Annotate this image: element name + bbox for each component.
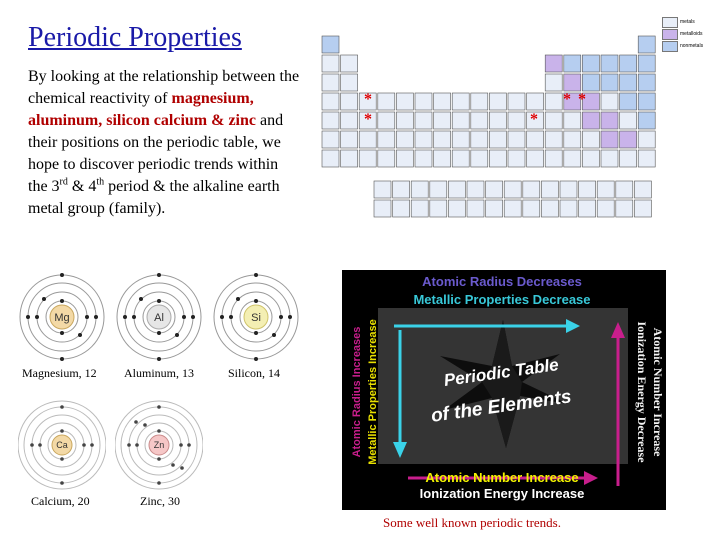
element-cell: [396, 93, 413, 110]
element-cell: [486, 200, 503, 217]
atom-symbol-zn: Zn: [153, 440, 165, 450]
element-cell: [601, 131, 618, 148]
element-cell: [489, 93, 506, 110]
trend-left-line2: Metallic Properties Increase: [367, 319, 379, 465]
highlight-star-ca: *: [364, 111, 372, 128]
element-cell: [527, 93, 544, 110]
element-cell: [411, 200, 428, 217]
para-mid: and their positions on the periodic table, we hope to discover periodic trends within the: [28, 112, 284, 195]
element-cell: [359, 150, 376, 167]
element-cell: [616, 181, 633, 198]
element-cell: [396, 131, 413, 148]
element-cell: [634, 200, 651, 217]
element-cell: [341, 93, 358, 110]
element-cell: [448, 181, 465, 198]
element-cell: [597, 200, 614, 217]
legend-item-metalloids: [662, 28, 718, 40]
para-amp: &: [71, 178, 85, 195]
element-cell: [378, 150, 395, 167]
element-cell: [564, 150, 581, 167]
element-cell: [582, 150, 599, 167]
element-cell: [322, 36, 339, 53]
element-cell: [560, 181, 577, 198]
element-cell: [359, 131, 376, 148]
element-cell: [620, 93, 637, 110]
element-cell: [620, 131, 637, 148]
element-cell: [560, 200, 577, 217]
element-cell: [322, 74, 339, 91]
element-cell: [508, 93, 525, 110]
element-cell: [434, 131, 451, 148]
element-cell: [601, 55, 618, 72]
element-cell: [341, 150, 358, 167]
element-cell: [452, 112, 469, 129]
element-cell: [579, 181, 596, 198]
periodic-table-image: [318, 20, 660, 248]
element-cell: [620, 150, 637, 167]
element-cell: [597, 181, 614, 198]
element-cell: [415, 131, 432, 148]
zinc-atom-diagram: [115, 398, 203, 492]
trend-bottom-line1: Atomic Number Increase: [425, 470, 579, 485]
element-cell: [616, 200, 633, 217]
atom-label-magnesium: Magnesium, 12: [22, 366, 97, 380]
periodic-table-legend: [662, 16, 718, 56]
element-cell: [638, 36, 655, 53]
element-cell: [582, 112, 599, 129]
trend-bottom-line2: Ionization Energy Increase: [419, 486, 585, 501]
element-cell: [489, 150, 506, 167]
element-cell: [620, 112, 637, 129]
legend-label-metals: metals: [680, 19, 695, 25]
para-sup1: rd: [59, 176, 68, 188]
element-cell: [448, 200, 465, 217]
element-cell: [430, 181, 447, 198]
element-cell: [634, 181, 651, 198]
element-cell: [545, 74, 562, 91]
atom-label-aluminum: Aluminum, 13: [124, 366, 195, 380]
element-cell: [504, 181, 521, 198]
element-cell: [638, 55, 655, 72]
aluminum-atom-diagram: [115, 270, 203, 364]
element-cell: [452, 131, 469, 148]
element-cell: [374, 200, 391, 217]
element-cell: [430, 200, 447, 217]
element-cell: [601, 150, 618, 167]
element-cell: [471, 112, 488, 129]
element-cell: [508, 150, 525, 167]
element-cell: [341, 74, 358, 91]
highlight-star-si: *: [578, 91, 586, 108]
legend-swatch-nonmetals: [662, 41, 678, 52]
legend-swatch-metals: [662, 17, 678, 28]
element-cell: [601, 112, 618, 129]
element-cell: [523, 181, 540, 198]
element-cell: [396, 150, 413, 167]
element-cell: [582, 131, 599, 148]
para-end: period & the alkaline earth metal group (family).: [28, 178, 280, 217]
element-cell: [638, 112, 655, 129]
atom-label-zinc: Zinc, 30: [140, 494, 180, 508]
slide-title: Periodic Properties: [28, 22, 242, 53]
element-cell: [545, 93, 562, 110]
element-cell: [393, 200, 410, 217]
para-sup2: th: [96, 176, 105, 188]
element-cell: [564, 74, 581, 91]
element-cell: [564, 112, 581, 129]
intro-paragraph: [28, 66, 300, 220]
element-cell: [564, 131, 581, 148]
element-cell: [341, 131, 358, 148]
trend-right-line2: Atomic Number Increase: [651, 327, 665, 457]
element-cell: [638, 150, 655, 167]
periodic-trends-image: [342, 270, 666, 510]
element-cell: [508, 131, 525, 148]
para-ord2: 4: [88, 178, 97, 195]
element-cell: [341, 55, 358, 72]
element-cell: [545, 131, 562, 148]
element-cell: [638, 93, 655, 110]
trend-center-line1: Periodic Table: [442, 355, 560, 391]
element-cell: [582, 74, 599, 91]
atom-symbol-al: Al: [154, 312, 164, 324]
element-cell: [322, 93, 339, 110]
magnesium-atom-diagram: [18, 270, 106, 364]
element-cell: [486, 181, 503, 198]
legend-label-nonmetals: nonmetals: [680, 43, 704, 49]
element-cell: [452, 93, 469, 110]
para-highlight: magnesium, aluminum, silicon calcium & zinc: [28, 90, 256, 129]
legend-swatch-metalloids: [662, 29, 678, 40]
element-cell: [452, 150, 469, 167]
element-cell: [527, 131, 544, 148]
para-intro: By looking at the relationship between the chemical reactivity of: [28, 68, 300, 107]
atom-symbol-ca: Ca: [56, 440, 68, 450]
element-cell: [322, 131, 339, 148]
element-cell: [434, 93, 451, 110]
element-cell: [620, 74, 637, 91]
element-cell: [638, 74, 655, 91]
element-cell: [523, 200, 540, 217]
element-cell: [489, 131, 506, 148]
silicon-atom-diagram: [212, 270, 300, 364]
element-cell: [471, 150, 488, 167]
element-cell: [541, 181, 558, 198]
atom-symbol-si: Si: [251, 312, 261, 324]
element-cell: [378, 131, 395, 148]
element-cell: [434, 150, 451, 167]
element-cell: [341, 112, 358, 129]
element-cell: [601, 93, 618, 110]
trend-right-line1: Ionization Energy Decrease: [635, 321, 649, 463]
element-cell: [638, 131, 655, 148]
para-ord1: 3: [51, 178, 60, 195]
atom-label-calcium: Calcium, 20: [31, 494, 90, 508]
element-cell: [582, 55, 599, 72]
element-cell: [620, 55, 637, 72]
element-cell: [415, 112, 432, 129]
trend-top-line1: Atomic Radius Decreases: [422, 274, 582, 289]
legend-item-metals: [662, 16, 718, 28]
element-cell: [471, 93, 488, 110]
legend-item-nonmetals: [662, 40, 718, 52]
atom-label-silicon: Silicon, 14: [228, 366, 281, 380]
element-cell: [411, 181, 428, 198]
element-cell: [541, 200, 558, 217]
element-cell: [545, 112, 562, 129]
element-cell: [467, 200, 484, 217]
element-cell: [322, 55, 339, 72]
element-cell: [601, 74, 618, 91]
trend-center-line2: of the Elements: [429, 386, 573, 427]
element-cell: [393, 181, 410, 198]
element-cell: [504, 200, 521, 217]
trend-top-line2: Metallic Properties Decrease: [413, 292, 591, 307]
element-cell: [471, 131, 488, 148]
element-cell: [378, 112, 395, 129]
trends-caption: Some well known periodic trends.: [383, 515, 561, 530]
highlight-star-mg: *: [364, 91, 372, 108]
element-cell: [467, 181, 484, 198]
element-cell: [545, 55, 562, 72]
highlight-star-zn: *: [530, 111, 538, 128]
legend-label-metalloids: metalloids: [680, 31, 703, 37]
element-cell: [434, 112, 451, 129]
element-cell: [415, 93, 432, 110]
element-cell: [489, 112, 506, 129]
element-cell: [396, 112, 413, 129]
element-cell: [322, 112, 339, 129]
element-cell: [527, 150, 544, 167]
atom-symbol-mg: Mg: [54, 312, 70, 324]
element-cell: [415, 150, 432, 167]
trend-left-line1: Atomic Radius Increases: [351, 326, 363, 458]
element-cell: [508, 112, 525, 129]
element-cell: [374, 181, 391, 198]
element-cell: [579, 200, 596, 217]
highlight-star-al: *: [563, 91, 571, 108]
element-cell: [378, 93, 395, 110]
element-cell: [564, 55, 581, 72]
element-cell: [322, 150, 339, 167]
element-cell: [545, 150, 562, 167]
calcium-atom-diagram: [18, 398, 106, 492]
